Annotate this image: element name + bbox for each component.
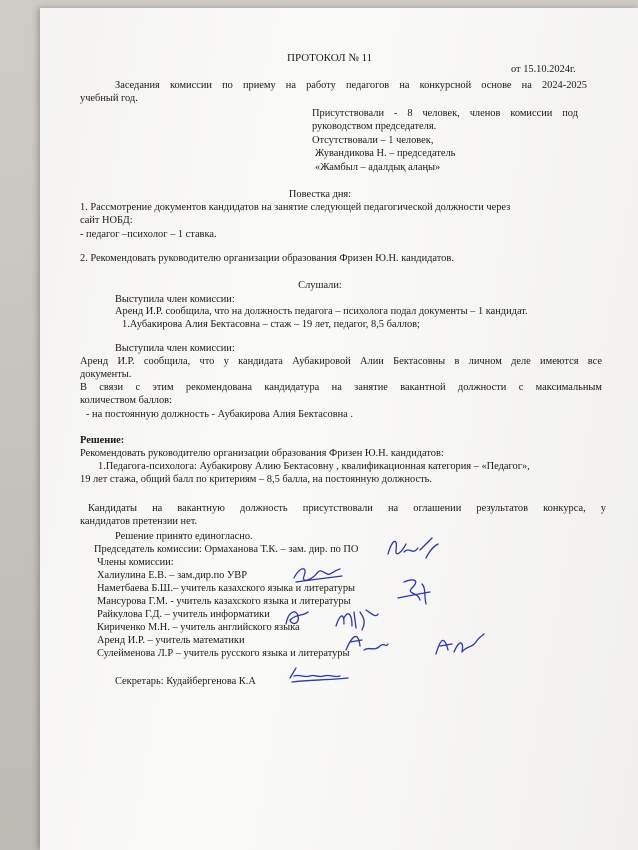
member-line: Сулейменова Л.Р – учитель русского языка и литературы — [97, 648, 350, 659]
agenda-heading: Повестка дня: — [288, 189, 352, 200]
closing-text: кандидатов претензии нет. — [80, 516, 198, 527]
member-signature — [428, 628, 486, 662]
absent-name: Жувандикова Н. – председатель — [315, 148, 456, 159]
member-signature — [286, 560, 346, 588]
candidate-item: 1.Аубакирова Алия Бектасовна – стаж – 19 лет, педагог, 8,5 баллов; — [122, 319, 420, 330]
secretary-line: Секретарь: Кудайбергенова К.А — [115, 676, 256, 687]
closing-text: Кандидаты на вакантную должность присутствовали на оглашении результатов конкурса, у — [88, 503, 606, 514]
member-line: Райкулова Г.Д. – учитель информатики — [97, 609, 270, 620]
absent-line: Отсутствовали – 1 человек, — [312, 135, 434, 146]
member-line: Мансурова Г.М. - учитель казахского языка и литературы — [97, 596, 351, 607]
absent-org: «Жамбыл – адалдық алаңы» — [315, 162, 441, 173]
chair-line: Председатель комиссии: Ормаханова Т.К. – зам. дир. по ПО — [94, 544, 359, 555]
member-line: Наметбаева Б.Ш.– учитель казахского языка и литературы — [97, 583, 355, 594]
agenda-item: - педагог –психолог – 1 ставка. — [80, 229, 217, 240]
decision-text: 19 лет стажа, общий балл по критериям – 8,5 балла, на постоянную должность. — [80, 474, 432, 485]
intro-line: Заседания комиссии по приему на работу педагогов на конкурсной основе на 2024-2025 — [115, 80, 587, 91]
present-line: Присутствовали - 8 человек, членов комиссии под — [312, 108, 578, 119]
member-signature — [390, 574, 438, 608]
agenda-item: 1. Рассмотрение документов кандидатов на занятие следующей педагогической должности через — [80, 202, 511, 213]
secretary-signature — [284, 664, 354, 688]
decision-text: Рекомендовать руководителю организации образования Фризен Ю.Н. кандидатов: — [80, 448, 444, 459]
chair-signature — [382, 532, 442, 564]
candidate-item: - на постоянную должность - Аубакирова Алия Бектасовна . — [86, 409, 353, 420]
members-heading: Члены комиссии: — [97, 557, 174, 568]
member-line: Кириченко М.Н. – учитель английского языка — [97, 622, 300, 633]
intro-line: учебный год. — [80, 93, 138, 104]
member-line: Аренд И.Р. – учитель математики — [97, 635, 245, 646]
member-signature — [278, 604, 314, 630]
listened-text: документы. — [80, 369, 132, 380]
decision-heading: Решение: — [80, 435, 125, 446]
decision-text: 1.Педагога-психолога: Аубакирову Алию Бектасовну , квалификационная категория – «Педагог», — [98, 461, 530, 472]
agenda-item: сайт НОБД: — [80, 215, 133, 226]
listened-text: Аренд И.Р. сообщила, что у кандидата Аубакировой Алии Бектасовны в личном деле имеются все — [80, 356, 602, 367]
present-line: руководством председателя. — [312, 121, 437, 132]
listened-text: В связи с этим рекомендована кандидатура на занятие вакантной должности с максимальным — [80, 382, 602, 393]
speaker-line: Выступила член комиссии: — [115, 343, 235, 354]
unanimous-text: Решение принято единогласно. — [115, 531, 253, 542]
member-line: Халиулина Е.В. – зам.дир.по УВР — [97, 570, 248, 581]
speaker-line: Выступила член комиссии: — [115, 294, 235, 305]
listened-text: Аренд И.Р. сообщила, что на должность педагога – психолога подал документы – 1 кандидат. — [115, 306, 528, 317]
agenda-item: 2. Рекомендовать руководителю организации образования Фризен Ю.Н. кандидатов. — [80, 253, 454, 264]
protocol-date: от 15.10.2024г. — [511, 64, 576, 75]
protocol-title: ПРОТОКОЛ № 11 — [287, 52, 373, 64]
member-signature — [340, 626, 390, 658]
listened-text: количеством баллов: — [80, 395, 172, 406]
listened-heading: Слушали: — [298, 280, 342, 291]
document-page — [40, 8, 638, 850]
